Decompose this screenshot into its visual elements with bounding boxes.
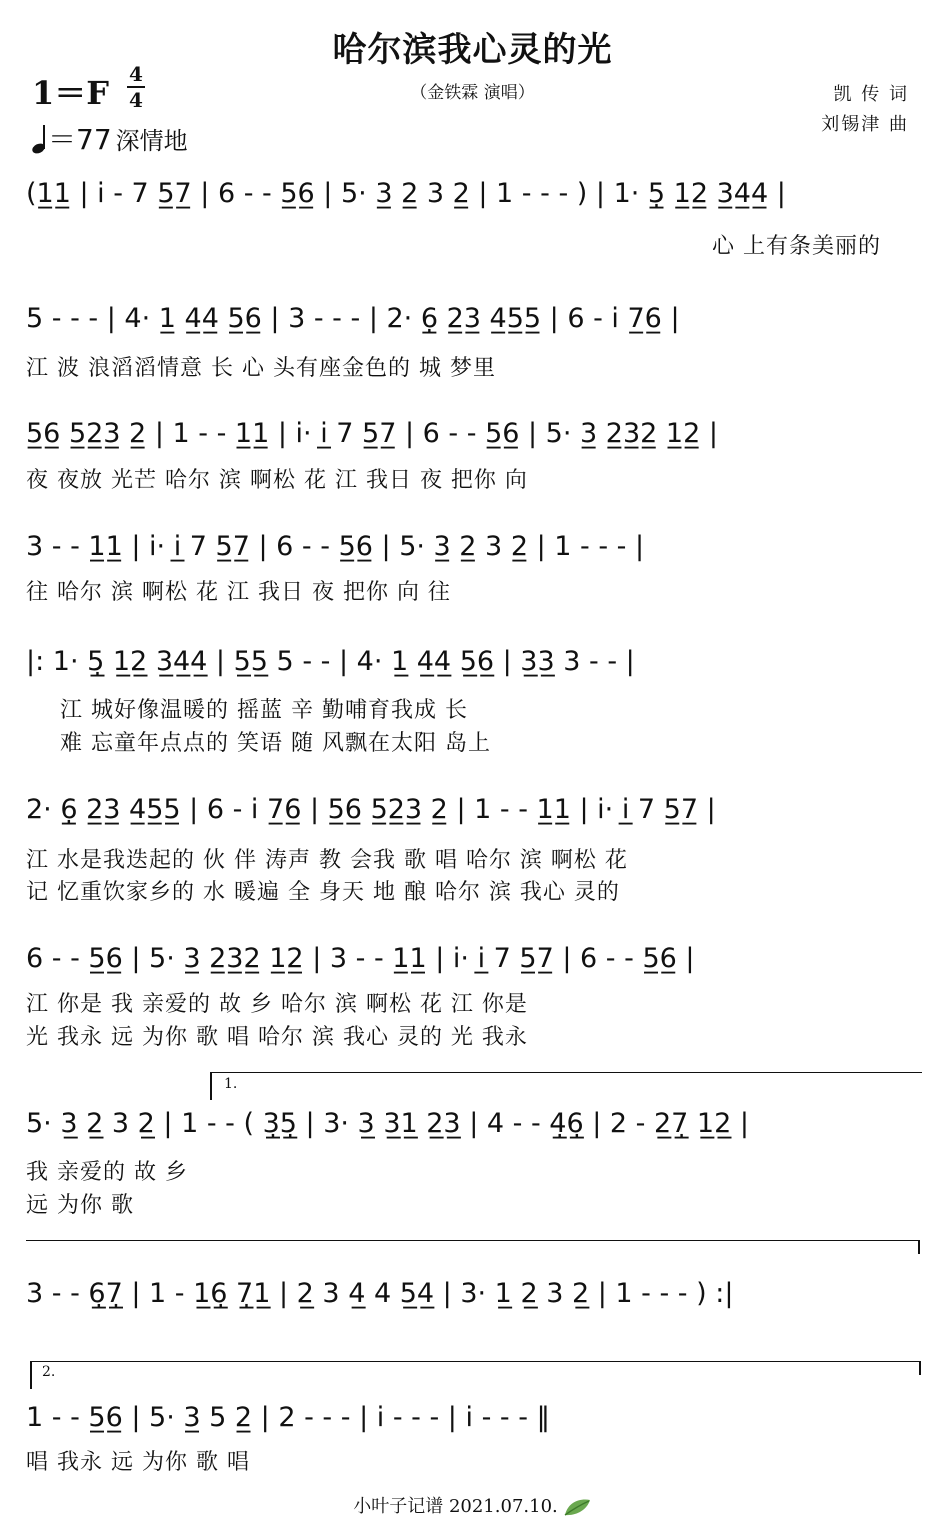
lyric-line: 光 我永 远 为你 歌 唱 哈尔 滨 我心 灵的 光 我永 — [26, 1025, 528, 1050]
time-signature-top: 4 — [129, 62, 143, 86]
lyric-line: 远 为你 歌 — [26, 1193, 134, 1218]
page-title: 哈尔滨我心灵的光 — [332, 30, 613, 70]
time-signature-bottom: 4 — [129, 88, 143, 112]
first-ending-bracket-tick — [210, 1072, 212, 1100]
second-ending-number: 2. — [42, 1364, 56, 1380]
first-ending-number: 1. — [224, 1076, 238, 1092]
key-signature: 1＝F — [32, 74, 109, 112]
notation-line: 2· 6̣̲ 2̲3̲ 4̲5̲5̲ | 6 - i̇ 7̲6̲ | 5̲6̲ 5̲2̲3̲ 2̲ | 1 - - 1̲1̲ | i̇· i̲̇ 7 5̲7̲ | — [26, 794, 716, 825]
lyric-line: 江 水是我迭起的 伙 伴 涛声 教 会我 歌 唱 哈尔 滨 啊松 花 — [26, 848, 628, 873]
second-ending-bracket-end — [919, 1361, 921, 1375]
quarter-note-icon — [32, 125, 48, 153]
notation-line: |: 1· 5̣̲ 1̲2̲ 3̲4̲4̲ | 5̲5̲ 5 - - | 4· 1̲ 4̲4̲ 5̲6̲ | 3̲3̲ 3 - - | — [26, 646, 635, 677]
lyric-line: 我 亲爱的 故 乡 — [26, 1160, 188, 1185]
tempo-value: ＝77 — [48, 123, 112, 156]
composer-credit: 刘锡津 曲 — [821, 114, 909, 135]
notation-line: 3 - - 1̲1̲ | i̇· i̲̇ 7 5̲7̲ | 6 - - 5̲6̲ | 5· 3̲ 2̲ 3 2̲ | 1 - - - | — [26, 531, 645, 562]
lyric-line: 唱 我永 远 为你 歌 唱 — [26, 1450, 250, 1475]
tempo-mood: 深情地 — [115, 127, 188, 155]
performer-subtitle: （金铁霖 演唱） — [410, 83, 535, 103]
footer-text: 小叶子记谱 2021.07.10. — [353, 1496, 558, 1517]
lyric-line: 江 波 浪滔滔情意 长 心 头有座金色的 城 梦里 — [26, 356, 496, 381]
notation-line: 5̲6̲ 5̲2̲3̲ 2̲ | 1 - - 1̲1̲ | i̇· i̲̇ 7 5̲7̲ | 6 - - 5̲6̲ | 5· 3̲ 2̲3̲2̲ 1̲2̲ | — [26, 418, 718, 449]
second-ending-bracket-tick — [30, 1361, 32, 1389]
lyric-line: 夜 夜放 光芒 哈尔 滨 啊松 花 江 我日 夜 把你 向 — [26, 468, 528, 493]
notation-line: 5· 3̲ 2̲ 3 2̲ | 1 - - ( 3̲̣5̲̣ | 3· 3̲ 3̲1̲ 2̲3̲ | 4 - - 4̲̣6̲̣ | 2 - 2̲7̲̣ 1̲2̲ | — [26, 1108, 749, 1139]
lyric-line: 江 你是 我 亲爱的 故 乡 哈尔 滨 啊松 花 江 你是 — [26, 992, 528, 1017]
leaf-icon — [562, 1496, 592, 1518]
second-ending-bracket — [30, 1361, 920, 1362]
footer-credit — [0, 1492, 945, 1518]
time-signature — [126, 62, 146, 112]
lyric-line: 心 上有条美丽的 — [712, 234, 881, 259]
credits — [821, 80, 909, 140]
first-ending-bracket-continued — [26, 1240, 919, 1241]
lyric-line: 记 忆重饮家乡的 水 暖遍 全 身天 地 酿 哈尔 滨 我心 灵的 — [26, 880, 620, 905]
lyricist-credit: 凯 传 词 — [833, 84, 909, 105]
lyric-line: 难 忘童年点点的 笑语 随 风飘在太阳 岛上 — [60, 731, 491, 756]
first-ending-bracket — [210, 1072, 922, 1073]
lyric-line: 江 城好像温暖的 摇蓝 辛 勤哺育我成 长 — [60, 698, 468, 723]
lyric-line: 往 哈尔 滨 啊松 花 江 我日 夜 把你 向 往 — [26, 580, 451, 605]
notation-line: 5 - - - | 4· 1̲ 4̲4̲ 5̲6̲ | 3 - - - | 2· 6̣̲ 2̲3̲ 4̲5̲5̲ | 6 - i̇ 7̲6̲ | — [26, 303, 680, 334]
first-ending-bracket-end — [918, 1240, 920, 1254]
notation-line: (1̲1̲ | i̇ - 7 5̲7̲ | 6 - - 5̲6̲ | 5· 3̲ 2̲ 3 2̲ | 1 - - - ) | 1· 5̣̲ 1̲2̲ 3̲4̲4̲ | — [26, 178, 786, 209]
tempo-marking — [32, 118, 188, 158]
notation-line: 3 - - 6̲̣7̲̣ | 1 - 1̲6̲̣ 7̲̣1̲ | 2̲ 3 4̲ 4 5̲4̲ | 3· 1̲ 2̲ 3 2̲ | 1 - - - ) :| — [26, 1278, 734, 1309]
notation-line: 1 - - 5̲6̲ | 5· 3̲ 5 2̲ | 2 - - - | i̇ - - - | i̇ - - - ‖ — [26, 1402, 551, 1433]
notation-line: 6 - - 5̲6̲ | 5· 3̲ 2̲3̲2̲ 1̲2̲ | 3 - - 1̲1̲ | i̇· i̲̇ 7 5̲7̲ | 6 - - 5̲6̲ | — [26, 943, 695, 974]
